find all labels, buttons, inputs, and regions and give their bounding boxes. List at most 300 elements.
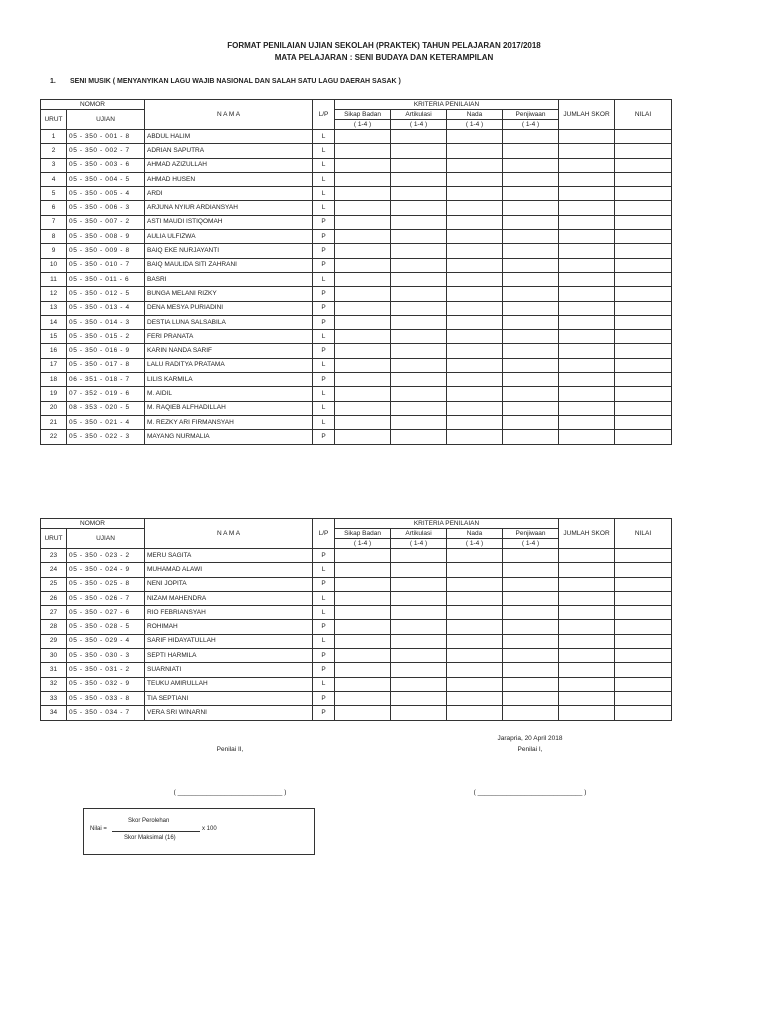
cell-sikap-badan bbox=[335, 272, 391, 286]
cell-nada bbox=[447, 230, 503, 244]
cell-nilai bbox=[615, 677, 672, 691]
cell-jumlah-skor bbox=[559, 549, 615, 563]
cell-ujian: 05 - 350 - 030 - 3 bbox=[67, 649, 145, 663]
cell-urut: 5 bbox=[41, 187, 67, 201]
header-penjiwaan: Penjiwaan bbox=[503, 110, 559, 120]
cell-nama: ABDUL HALIM bbox=[145, 130, 313, 144]
cell-nada bbox=[447, 301, 503, 315]
cell-ujian: 05 - 350 - 012 - 5 bbox=[67, 287, 145, 301]
cell-nama: DESTIA LUNA SALSABILA bbox=[145, 315, 313, 329]
cell-nilai bbox=[615, 649, 672, 663]
cell-artikulasi bbox=[391, 620, 447, 634]
cell-ujian: 05 - 350 - 013 - 4 bbox=[67, 301, 145, 315]
cell-ujian: 05 - 350 - 016 - 9 bbox=[67, 344, 145, 358]
table-row bbox=[41, 549, 672, 563]
cell-nada bbox=[447, 649, 503, 663]
cell-ujian: 05 - 350 - 022 - 3 bbox=[67, 430, 145, 444]
cell-nilai bbox=[615, 706, 672, 720]
cell-urut: 22 bbox=[41, 430, 67, 444]
cell-ujian: 05 - 350 - 029 - 4 bbox=[67, 634, 145, 648]
cell-nilai bbox=[615, 620, 672, 634]
cell-nada bbox=[447, 577, 503, 591]
cell-lp: L bbox=[313, 158, 335, 172]
score-table-1 bbox=[40, 99, 672, 445]
table-row bbox=[41, 415, 672, 429]
cell-jumlah-skor bbox=[559, 358, 615, 372]
cell-nama: MAYANG NURMALIA bbox=[145, 430, 313, 444]
table-row bbox=[41, 373, 672, 387]
cell-penjiwaan bbox=[503, 301, 559, 315]
cell-sikap-badan bbox=[335, 606, 391, 620]
cell-ujian: 05 - 350 - 004 - 5 bbox=[67, 172, 145, 186]
cell-nilai bbox=[615, 563, 672, 577]
table-row bbox=[41, 677, 672, 691]
cell-jumlah-skor bbox=[559, 301, 615, 315]
table-row bbox=[41, 649, 672, 663]
cell-jumlah-skor bbox=[559, 244, 615, 258]
cell-urut: 31 bbox=[41, 663, 67, 677]
cell-lp: P bbox=[313, 430, 335, 444]
header-artikulasi: Artikulasi bbox=[391, 529, 447, 539]
cell-nada bbox=[447, 315, 503, 329]
cell-jumlah-skor bbox=[559, 187, 615, 201]
cell-jumlah-skor bbox=[559, 591, 615, 605]
cell-artikulasi bbox=[391, 301, 447, 315]
cell-sikap-badan bbox=[335, 130, 391, 144]
table-row bbox=[41, 606, 672, 620]
cell-nilai bbox=[615, 430, 672, 444]
cell-lp: L bbox=[313, 563, 335, 577]
table-row bbox=[41, 201, 672, 215]
cell-sikap-badan bbox=[335, 691, 391, 705]
cell-sikap-badan bbox=[335, 620, 391, 634]
cell-artikulasi bbox=[391, 606, 447, 620]
cell-sikap-badan bbox=[335, 301, 391, 315]
cell-lp: L bbox=[313, 201, 335, 215]
header-jumlah-skor: JUMLAH SKOR bbox=[559, 100, 615, 130]
cell-lp: P bbox=[313, 244, 335, 258]
cell-nilai bbox=[615, 358, 672, 372]
cell-urut: 15 bbox=[41, 330, 67, 344]
table-row bbox=[41, 172, 672, 186]
cell-nama: BASRI bbox=[145, 272, 313, 286]
cell-lp: L bbox=[313, 415, 335, 429]
cell-penjiwaan bbox=[503, 620, 559, 634]
cell-ujian: 05 - 350 - 026 - 7 bbox=[67, 591, 145, 605]
cell-artikulasi bbox=[391, 201, 447, 215]
cell-ujian: 05 - 350 - 006 - 3 bbox=[67, 201, 145, 215]
cell-sikap-badan bbox=[335, 344, 391, 358]
cell-nama: M. REZKY ARI FIRMANSYAH bbox=[145, 415, 313, 429]
cell-lp: L bbox=[313, 634, 335, 648]
cell-urut: 33 bbox=[41, 691, 67, 705]
cell-penjiwaan bbox=[503, 244, 559, 258]
table-row bbox=[41, 301, 672, 315]
cell-sikap-badan bbox=[335, 577, 391, 591]
header-sikap-badan: Sikap Badan bbox=[335, 110, 391, 120]
header-nomor: NOMOR bbox=[41, 519, 145, 529]
header-penjiwaan: Penjiwaan bbox=[503, 529, 559, 539]
cell-penjiwaan bbox=[503, 344, 559, 358]
cell-nama: ROHIMAH bbox=[145, 620, 313, 634]
header-urut: URUT bbox=[41, 110, 67, 130]
cell-nada bbox=[447, 130, 503, 144]
cell-nama: LILIS KARMILA bbox=[145, 373, 313, 387]
cell-jumlah-skor bbox=[559, 620, 615, 634]
cell-lp: P bbox=[313, 649, 335, 663]
cell-artikulasi bbox=[391, 577, 447, 591]
cell-sikap-badan bbox=[335, 144, 391, 158]
cell-artikulasi bbox=[391, 287, 447, 301]
cell-nada bbox=[447, 215, 503, 229]
cell-nada bbox=[447, 158, 503, 172]
header-ujian: UJIAN bbox=[67, 529, 145, 549]
cell-penjiwaan bbox=[503, 663, 559, 677]
header-nada: Nada bbox=[447, 529, 503, 539]
table-row bbox=[41, 663, 672, 677]
cell-nama: ADRIAN SAPUTRA bbox=[145, 144, 313, 158]
cell-artikulasi bbox=[391, 144, 447, 158]
table-row bbox=[41, 358, 672, 372]
header-range: ( 1-4 ) bbox=[335, 120, 391, 130]
cell-urut: 34 bbox=[41, 706, 67, 720]
cell-jumlah-skor bbox=[559, 577, 615, 591]
cell-lp: P bbox=[313, 258, 335, 272]
cell-urut: 24 bbox=[41, 563, 67, 577]
cell-nama: NENI JOPITA bbox=[145, 577, 313, 591]
header-artikulasi: Artikulasi bbox=[391, 110, 447, 120]
cell-penjiwaan bbox=[503, 549, 559, 563]
cell-nama: VERA SRI WINARNI bbox=[145, 706, 313, 720]
cell-nada bbox=[447, 620, 503, 634]
cell-jumlah-skor bbox=[559, 315, 615, 329]
header-nilai: NILAI bbox=[615, 100, 672, 130]
cell-artikulasi bbox=[391, 634, 447, 648]
cell-jumlah-skor bbox=[559, 677, 615, 691]
header-range: ( 1-4 ) bbox=[503, 120, 559, 130]
cell-nilai bbox=[615, 591, 672, 605]
cell-nama: BUNGA MELANI RIZKY bbox=[145, 287, 313, 301]
cell-nama: TIA SEPTIANI bbox=[145, 691, 313, 705]
cell-urut: 32 bbox=[41, 677, 67, 691]
header-range: ( 1-4 ) bbox=[503, 539, 559, 549]
cell-sikap-badan bbox=[335, 563, 391, 577]
cell-nama: MUHAMAD ALAWI bbox=[145, 563, 313, 577]
cell-penjiwaan bbox=[503, 577, 559, 591]
cell-urut: 26 bbox=[41, 591, 67, 605]
score-table-2 bbox=[40, 518, 672, 721]
cell-sikap-badan bbox=[335, 244, 391, 258]
cell-urut: 29 bbox=[41, 634, 67, 648]
cell-nama: LALU RADITYA PRATAMA bbox=[145, 358, 313, 372]
cell-nada bbox=[447, 144, 503, 158]
cell-lp: L bbox=[313, 130, 335, 144]
cell-lp: L bbox=[313, 330, 335, 344]
cell-penjiwaan bbox=[503, 158, 559, 172]
cell-lp: P bbox=[313, 230, 335, 244]
cell-jumlah-skor bbox=[559, 201, 615, 215]
header-lp: L/P bbox=[313, 100, 335, 130]
cell-nada bbox=[447, 272, 503, 286]
cell-artikulasi bbox=[391, 591, 447, 605]
cell-sikap-badan bbox=[335, 387, 391, 401]
cell-urut: 4 bbox=[41, 172, 67, 186]
cell-nama: ASTI MAUDI ISTIQOMAH bbox=[145, 215, 313, 229]
cell-nilai bbox=[615, 663, 672, 677]
cell-ujian: 05 - 350 - 001 - 8 bbox=[67, 130, 145, 144]
cell-lp: P bbox=[313, 301, 335, 315]
cell-jumlah-skor bbox=[559, 649, 615, 663]
cell-penjiwaan bbox=[503, 272, 559, 286]
cell-nilai bbox=[615, 272, 672, 286]
cell-nilai bbox=[615, 230, 672, 244]
cell-ujian: 05 - 350 - 003 - 6 bbox=[67, 158, 145, 172]
cell-nilai bbox=[615, 577, 672, 591]
cell-nilai bbox=[615, 401, 672, 415]
cell-nilai bbox=[615, 415, 672, 429]
cell-ujian: 05 - 350 - 008 - 9 bbox=[67, 230, 145, 244]
cell-ujian: 06 - 351 - 018 - 7 bbox=[67, 373, 145, 387]
cell-penjiwaan bbox=[503, 187, 559, 201]
cell-sikap-badan bbox=[335, 215, 391, 229]
cell-urut: 11 bbox=[41, 272, 67, 286]
cell-sikap-badan bbox=[335, 649, 391, 663]
cell-nama: AHMAD AZIZULLAH bbox=[145, 158, 313, 172]
cell-ujian: 05 - 350 - 032 - 9 bbox=[67, 677, 145, 691]
cell-artikulasi bbox=[391, 258, 447, 272]
header-range: ( 1-4 ) bbox=[335, 539, 391, 549]
cell-sikap-badan bbox=[335, 415, 391, 429]
cell-nilai bbox=[615, 373, 672, 387]
table-row bbox=[41, 401, 672, 415]
cell-nada bbox=[447, 358, 503, 372]
cell-nama: SUARNIATI bbox=[145, 663, 313, 677]
cell-nama: ARJUNA NYIUR ARDIANSYAH bbox=[145, 201, 313, 215]
cell-nada bbox=[447, 591, 503, 605]
cell-nilai bbox=[615, 187, 672, 201]
cell-lp: L bbox=[313, 677, 335, 691]
cell-nada bbox=[447, 663, 503, 677]
table-row bbox=[41, 634, 672, 648]
cell-nilai bbox=[615, 691, 672, 705]
cell-lp: P bbox=[313, 549, 335, 563]
header-sikap-badan: Sikap Badan bbox=[335, 529, 391, 539]
cell-nama: MERU SAGITA bbox=[145, 549, 313, 563]
cell-penjiwaan bbox=[503, 358, 559, 372]
cell-sikap-badan bbox=[335, 373, 391, 387]
cell-lp: P bbox=[313, 691, 335, 705]
cell-urut: 20 bbox=[41, 401, 67, 415]
table-row bbox=[41, 287, 672, 301]
formula-multiplier: x 100 bbox=[202, 826, 217, 832]
cell-nada bbox=[447, 373, 503, 387]
cell-sikap-badan bbox=[335, 677, 391, 691]
cell-artikulasi bbox=[391, 373, 447, 387]
cell-penjiwaan bbox=[503, 130, 559, 144]
cell-penjiwaan bbox=[503, 591, 559, 605]
cell-ujian: 05 - 350 - 028 - 5 bbox=[67, 620, 145, 634]
cell-artikulasi bbox=[391, 272, 447, 286]
cell-lp: P bbox=[313, 287, 335, 301]
cell-jumlah-skor bbox=[559, 387, 615, 401]
table-row bbox=[41, 387, 672, 401]
cell-artikulasi bbox=[391, 315, 447, 329]
section-heading bbox=[50, 78, 401, 85]
cell-lp: P bbox=[313, 215, 335, 229]
cell-jumlah-skor bbox=[559, 563, 615, 577]
cell-sikap-badan bbox=[335, 287, 391, 301]
table-row bbox=[41, 272, 672, 286]
cell-urut: 30 bbox=[41, 649, 67, 663]
cell-sikap-badan bbox=[335, 706, 391, 720]
table-row bbox=[41, 591, 672, 605]
cell-urut: 17 bbox=[41, 358, 67, 372]
cell-lp: L bbox=[313, 144, 335, 158]
cell-nada bbox=[447, 187, 503, 201]
cell-jumlah-skor bbox=[559, 287, 615, 301]
cell-nada bbox=[447, 563, 503, 577]
formula-label: Nilai = bbox=[90, 826, 107, 832]
cell-nada bbox=[447, 606, 503, 620]
cell-sikap-badan bbox=[335, 358, 391, 372]
cell-urut: 25 bbox=[41, 577, 67, 591]
header-ujian: UJIAN bbox=[67, 110, 145, 130]
table-row bbox=[41, 691, 672, 705]
cell-ujian: 05 - 350 - 031 - 2 bbox=[67, 663, 145, 677]
cell-penjiwaan bbox=[503, 330, 559, 344]
cell-nama: BAIQ EKE NURJAYANTI bbox=[145, 244, 313, 258]
header-range: ( 1-4 ) bbox=[447, 539, 503, 549]
cell-nilai bbox=[615, 387, 672, 401]
cell-sikap-badan bbox=[335, 634, 391, 648]
cell-nilai bbox=[615, 287, 672, 301]
cell-penjiwaan bbox=[503, 691, 559, 705]
cell-penjiwaan bbox=[503, 315, 559, 329]
cell-ujian: 05 - 350 - 002 - 7 bbox=[67, 144, 145, 158]
cell-sikap-badan bbox=[335, 330, 391, 344]
cell-nilai bbox=[615, 244, 672, 258]
cell-sikap-badan bbox=[335, 663, 391, 677]
cell-lp: L bbox=[313, 401, 335, 415]
cell-ujian: 05 - 350 - 015 - 2 bbox=[67, 330, 145, 344]
cell-nada bbox=[447, 430, 503, 444]
table-row bbox=[41, 215, 672, 229]
cell-penjiwaan bbox=[503, 172, 559, 186]
cell-nada bbox=[447, 634, 503, 648]
cell-nama: SARIF HIDAYATULLAH bbox=[145, 634, 313, 648]
cell-penjiwaan bbox=[503, 415, 559, 429]
header-range: ( 1-4 ) bbox=[391, 120, 447, 130]
cell-sikap-badan bbox=[335, 315, 391, 329]
cell-urut: 16 bbox=[41, 344, 67, 358]
cell-penjiwaan bbox=[503, 144, 559, 158]
cell-sikap-badan bbox=[335, 158, 391, 172]
cell-jumlah-skor bbox=[559, 430, 615, 444]
table-row bbox=[41, 430, 672, 444]
cell-nama: RIO FEBRIANSYAH bbox=[145, 606, 313, 620]
cell-nada bbox=[447, 201, 503, 215]
cell-nilai bbox=[615, 315, 672, 329]
penilai-2-label: Penilai II, bbox=[216, 746, 244, 753]
cell-jumlah-skor bbox=[559, 344, 615, 358]
cell-jumlah-skor bbox=[559, 373, 615, 387]
cell-nada bbox=[447, 387, 503, 401]
cell-lp: P bbox=[313, 373, 335, 387]
header-nilai: NILAI bbox=[615, 519, 672, 549]
cell-urut: 27 bbox=[41, 606, 67, 620]
cell-lp: P bbox=[313, 344, 335, 358]
header-urut: URUT bbox=[41, 529, 67, 549]
formula-numerator: Skor Perolehan bbox=[128, 818, 170, 824]
header-nama: N A M A bbox=[145, 100, 313, 130]
formula-box bbox=[83, 808, 315, 855]
cell-penjiwaan bbox=[503, 287, 559, 301]
cell-sikap-badan bbox=[335, 591, 391, 605]
cell-nilai bbox=[615, 201, 672, 215]
place-date: Jarapria, 20 April 2018 bbox=[497, 735, 563, 742]
cell-nama: AULIA ULFIZWA bbox=[145, 230, 313, 244]
cell-urut: 18 bbox=[41, 373, 67, 387]
cell-penjiwaan bbox=[503, 606, 559, 620]
cell-jumlah-skor bbox=[559, 415, 615, 429]
cell-nilai bbox=[615, 301, 672, 315]
cell-nilai bbox=[615, 158, 672, 172]
cell-ujian: 05 - 350 - 024 - 9 bbox=[67, 563, 145, 577]
cell-jumlah-skor bbox=[559, 230, 615, 244]
header-nada: Nada bbox=[447, 110, 503, 120]
cell-urut: 14 bbox=[41, 315, 67, 329]
table-row bbox=[41, 187, 672, 201]
cell-nilai bbox=[615, 215, 672, 229]
cell-jumlah-skor bbox=[559, 215, 615, 229]
cell-nama: BAIQ MAULIDA SITI ZAHRANI bbox=[145, 258, 313, 272]
cell-artikulasi bbox=[391, 677, 447, 691]
header-nomor: NOMOR bbox=[41, 100, 145, 110]
cell-lp: L bbox=[313, 591, 335, 605]
signature-blank-left: ( _____________________________ ) bbox=[173, 789, 287, 796]
cell-nama: DENA MESYA PURIADINI bbox=[145, 301, 313, 315]
cell-lp: P bbox=[313, 706, 335, 720]
cell-nama: M. RAQIEB ALFHADILLAH bbox=[145, 401, 313, 415]
section-number: 1. bbox=[50, 78, 56, 85]
cell-urut: 2 bbox=[41, 144, 67, 158]
cell-ujian: 05 - 350 - 017 - 8 bbox=[67, 358, 145, 372]
cell-ujian: 05 - 350 - 034 - 7 bbox=[67, 706, 145, 720]
cell-ujian: 07 - 352 - 019 - 6 bbox=[67, 387, 145, 401]
cell-artikulasi bbox=[391, 187, 447, 201]
cell-sikap-badan bbox=[335, 430, 391, 444]
cell-ujian: 05 - 350 - 023 - 2 bbox=[67, 549, 145, 563]
cell-nama: FERI PRANATA bbox=[145, 330, 313, 344]
cell-lp: P bbox=[313, 315, 335, 329]
cell-lp: L bbox=[313, 187, 335, 201]
cell-urut: 6 bbox=[41, 201, 67, 215]
header-range: ( 1-4 ) bbox=[447, 120, 503, 130]
cell-ujian: 08 - 353 - 020 - 5 bbox=[67, 401, 145, 415]
cell-nama: AHMAD HUSEN bbox=[145, 172, 313, 186]
cell-artikulasi bbox=[391, 387, 447, 401]
table-row bbox=[41, 230, 672, 244]
cell-nama: M. AIDIL bbox=[145, 387, 313, 401]
cell-nada bbox=[447, 344, 503, 358]
cell-artikulasi bbox=[391, 215, 447, 229]
header-row bbox=[41, 100, 672, 110]
cell-lp: L bbox=[313, 606, 335, 620]
table-row bbox=[41, 144, 672, 158]
cell-sikap-badan bbox=[335, 258, 391, 272]
cell-penjiwaan bbox=[503, 634, 559, 648]
cell-urut: 28 bbox=[41, 620, 67, 634]
